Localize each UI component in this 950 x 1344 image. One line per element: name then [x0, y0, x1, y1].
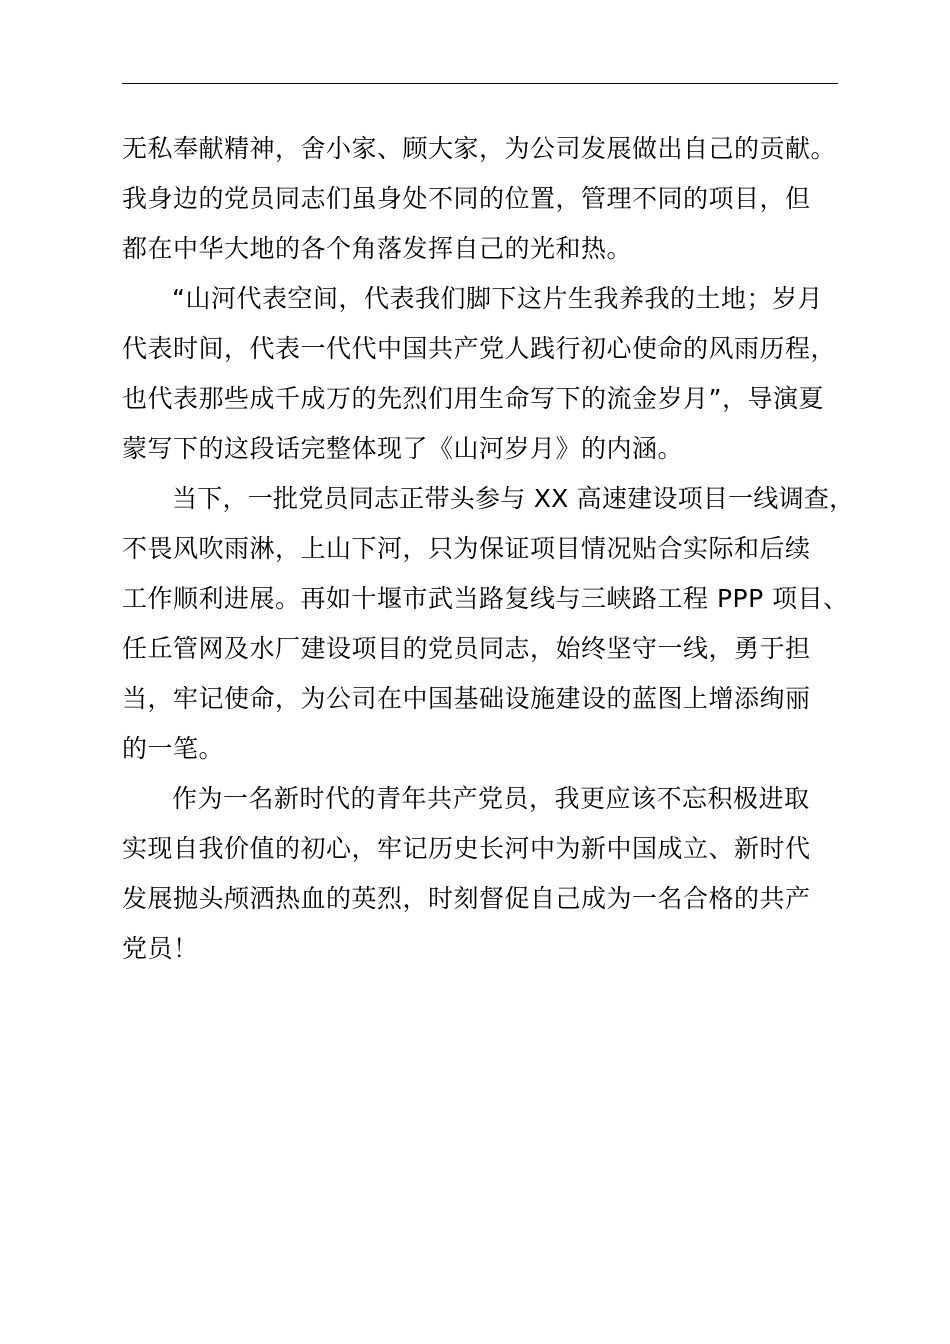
text-line: 当，牢记使命，为公司在中国基础设施建设的蓝图上增添绚丽 [122, 684, 811, 713]
paragraph-first-line: “山河代表空间，代表我们脚下这片生我养我的土地；岁月 [172, 284, 823, 313]
text-line: 不畏风吹雨淋，上山下河，只为保证项目情况贴合实际和后续 [122, 534, 811, 563]
text-line: 蒙写下的这段话完整体现了《山河岁月》的内涵。 [122, 434, 684, 463]
text-line: 无私奉献精神，舍小家、顾大家，为公司发展做出自己的贡献。 [122, 134, 837, 163]
text-line: 的一笔。 [122, 734, 225, 763]
text-line: 代表时间，代表一代代中国共产党人践行初心使命的风雨历程， [122, 334, 837, 363]
text-line: 发展抛头颅洒热血的英烈，时刻督促自己成为一名合格的共产 [122, 884, 811, 913]
paragraph-first-line: 作为一名新时代的青年共产党员，我更应该不忘积极进取 [172, 784, 810, 813]
text-line: 实现自我价值的初心，牢记历史长河中为新中国成立、新时代 [122, 834, 811, 863]
text-line: 我身边的党员同志们虽身处不同的位置，管理不同的项目，但 [122, 184, 811, 213]
paragraph-first-line: 当下，一批党员同志正带头参与 XX 高速建设项目一线调查， [172, 484, 855, 513]
text-line: 工作顺利进展。再如十堰市武当路复线与三峡路工程 PPP 项目、 [122, 584, 849, 613]
text-line: 也代表那些成千成万的先烈们用生命写下的流金岁月”，导演夏 [122, 384, 824, 413]
text-line: 任丘管网及水厂建设项目的党员同志，始终坚守一线，勇于担 [122, 634, 811, 663]
header-rule [122, 83, 838, 84]
text-line: 党员！ [122, 934, 199, 963]
text-line: 都在中华大地的各个角落发挥自己的光和热。 [122, 234, 633, 263]
